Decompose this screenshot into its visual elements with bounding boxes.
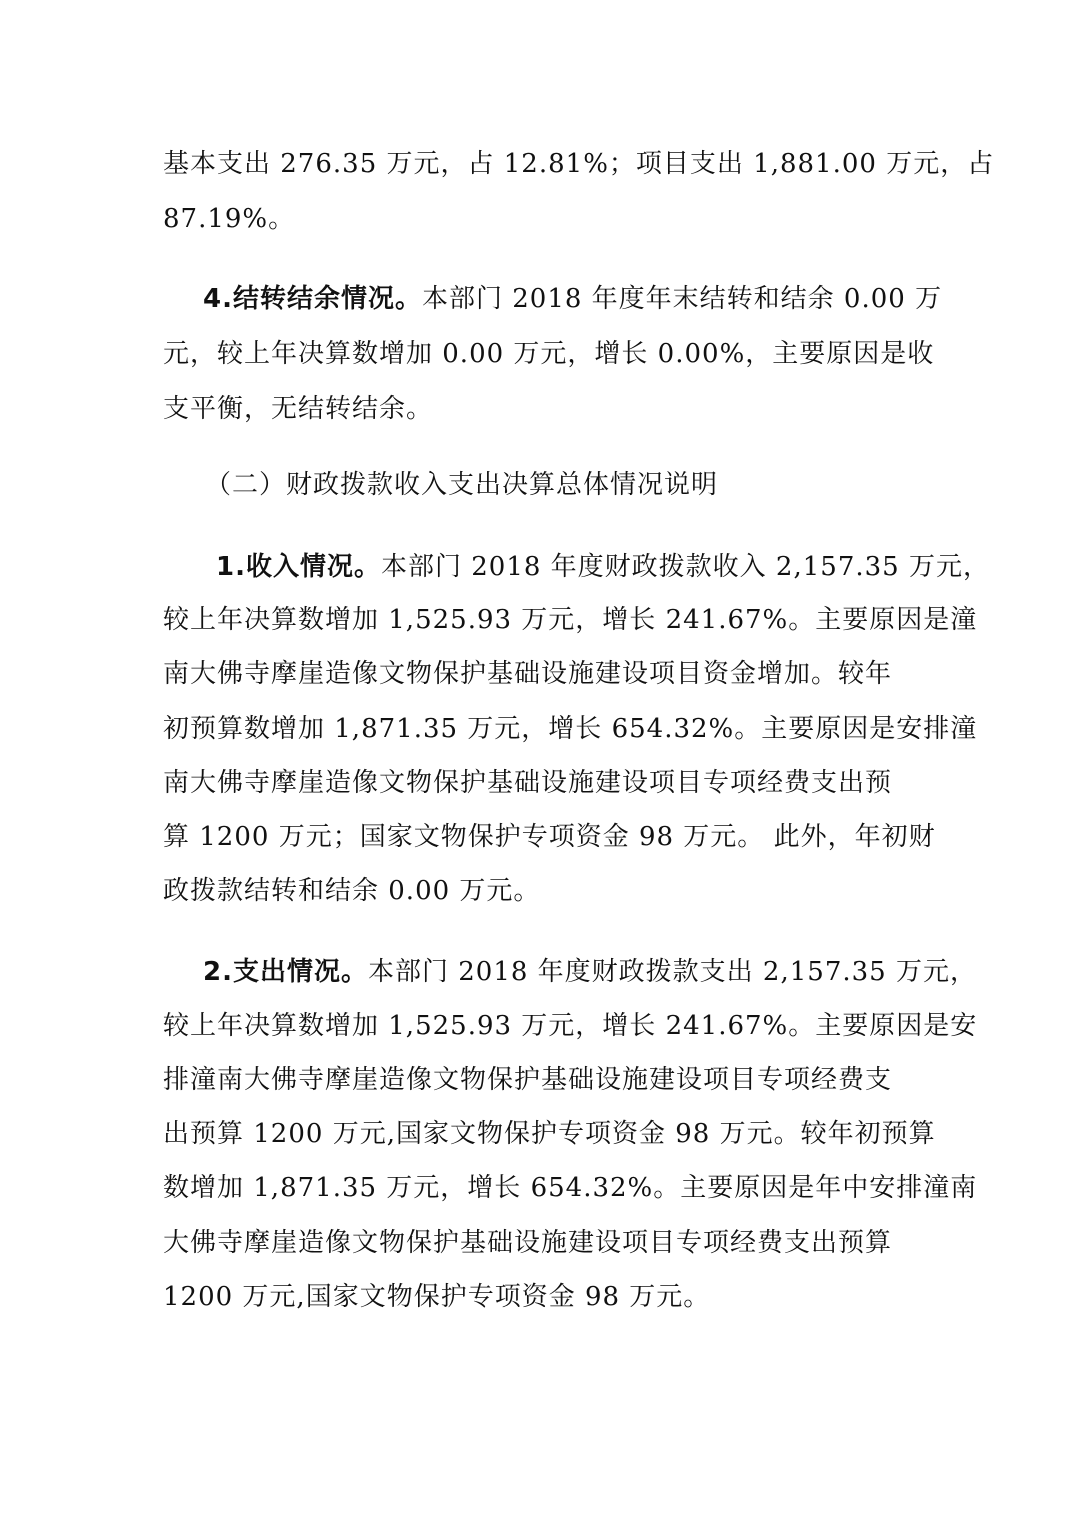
paragraph-text: 本部门 2018 年度财政拨款收入 2,157.35 万元， <box>380 552 990 582</box>
paragraph-line: 算 1200 万元；国家文物保护专项资金 98 万元。 此外，年初财 <box>163 822 936 852</box>
paragraph-line: 较上年决算数增加 1,525.93 万元，增长 241.67%。主要原因是安 <box>163 1011 978 1041</box>
paragraph-heading: 2.支出情况。 <box>203 957 368 987</box>
paragraph-line: 南大佛寺摩崖造像文物保护基础设施建设项目专项经费支出预 <box>163 768 893 798</box>
paragraph-line: 元，较上年决算数增加 0.00 万元，增长 0.00%，主要原因是收 <box>163 339 935 369</box>
paragraph-first-line <box>216 550 990 584</box>
section-title: （二）财政拨款收入支出决算总体情况说明 <box>205 470 719 500</box>
paragraph-line: 大佛寺摩崖造像文物保护基础设施建设项目专项经费支出预算 <box>163 1228 893 1258</box>
paragraph-line: 基本支出 276.35 万元，占 12.81%；项目支出 1,881.00 万元，占 <box>163 149 995 179</box>
paragraph-text: 本部门 2018 年度财政拨款支出 2,157.35 万元， <box>367 957 977 987</box>
paragraph-heading: 4.结转结余情况。 <box>203 284 422 314</box>
paragraph-line: 初预算数增加 1,871.35 万元，增长 654.32%。主要原因是安排潼 <box>163 714 978 744</box>
paragraph-line: 支平衡，无结转结余。 <box>163 394 434 424</box>
paragraph-line: 数增加 1,871.35 万元，增长 654.32%。主要原因是年中安排潼南 <box>163 1173 978 1203</box>
paragraph-line: 较上年决算数增加 1,525.93 万元，增长 241.67%。主要原因是潼 <box>163 605 978 635</box>
paragraph-line: 南大佛寺摩崖造像文物保护基础设施建设项目资金增加。较年 <box>163 659 893 689</box>
paragraph-line: 87.19%。 <box>163 204 296 234</box>
paragraph-line: 1200 万元,国家文物保护专项资金 98 万元。 <box>163 1282 711 1312</box>
paragraph-heading: 1.收入情况。 <box>216 552 381 582</box>
paragraph-first-line <box>203 282 942 316</box>
paragraph-line: 排潼南大佛寺摩崖造像文物保护基础设施建设项目专项经费支 <box>163 1065 893 1095</box>
paragraph-first-line <box>203 955 977 989</box>
paragraph-line: 政拨款结转和结余 0.00 万元。 <box>163 876 541 906</box>
paragraph-text: 本部门 2018 年度年末结转和结余 0.00 万 <box>421 284 943 314</box>
paragraph-line: 出预算 1200 万元,国家文物保护专项资金 98 万元。较年初预算 <box>163 1119 936 1149</box>
